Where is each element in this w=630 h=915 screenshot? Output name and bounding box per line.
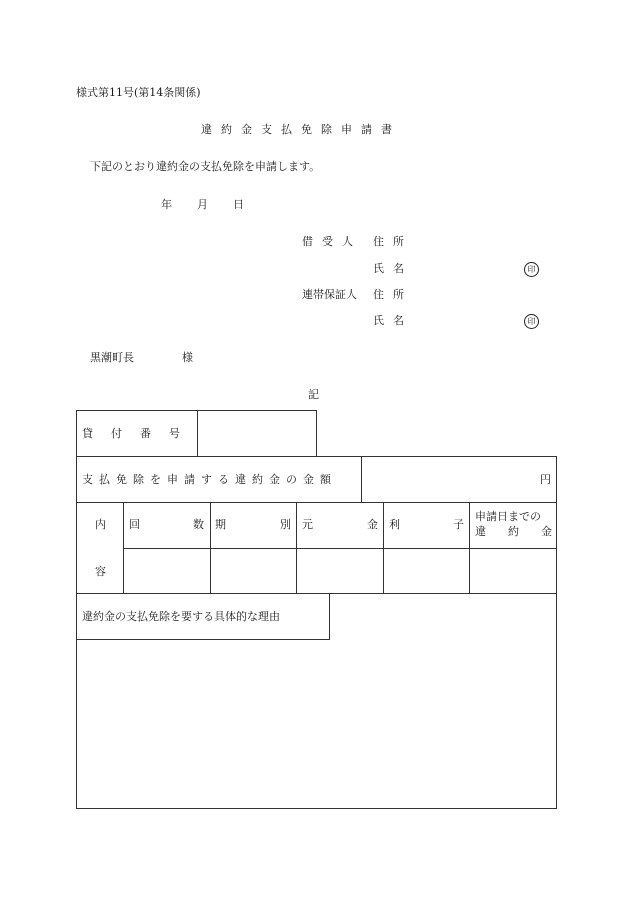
table-rule [329,593,330,640]
guarantor-seal: 印 [524,314,539,329]
addressee-honorific: 様 [182,351,193,364]
amount-unit: 円 [540,473,551,486]
document-title: 違約金支払免除申請書 [201,123,401,136]
borrower-name-label: 氏名 [373,262,413,275]
amount-label: 支払免除を申請する違約金の金額 [82,473,337,486]
col-header-ki: 期 [215,518,226,531]
principal-field[interactable] [297,549,383,593]
col-header-ko: 子 [453,518,464,531]
form-number: 様式第11号(第14条関係) [76,86,201,99]
loan-number-field[interactable] [198,411,316,456]
table-rule [76,593,557,594]
guarantor-label: 連帯保証人 [302,288,357,301]
date-day: 日 [233,198,244,211]
col-header-gen: 元 [302,518,313,531]
borrower-seal: 印 [524,262,539,277]
date-year: 年 [161,198,172,211]
amount-field[interactable] [362,457,556,502]
table-rule [76,808,557,809]
guarantor-address-label: 住所 [373,288,413,301]
contents-label-bottom: 容 [95,565,106,578]
col-header-kai: 回 [129,518,140,531]
col-header-penalty: 違約金 [475,525,574,538]
col-header-kin: 金 [367,518,378,531]
reason-field[interactable] [77,640,556,808]
interest-field[interactable] [384,549,469,593]
table-rule [556,456,557,809]
col-header-ri: 利 [389,518,400,531]
loan-number-label: 貸付番号 [82,427,198,440]
contents-label-top: 内 [95,518,106,531]
table-rule [76,502,557,503]
borrower-address-label: 住所 [373,235,413,248]
borrower-label: 借受人 [302,235,362,248]
intro-text: 下記のとおり違約金の支払免除を申請します。 [90,160,321,173]
addressee-name: 黒潮町長 [90,351,134,364]
ki-label: 記 [308,388,319,401]
guarantor-name-label: 氏名 [373,314,413,327]
col-header-until: 申請日までの [475,510,541,523]
ki-betsu-field[interactable] [211,549,296,593]
table-rule [316,410,317,457]
col-header-kazu: 数 [193,518,204,531]
date-month: 月 [197,198,208,211]
reason-label: 違約金の支払免除を要する具体的な理由 [82,610,280,623]
kai-field[interactable] [124,549,210,593]
col-header-betsu: 別 [280,518,291,531]
penalty-field[interactable] [470,549,556,593]
